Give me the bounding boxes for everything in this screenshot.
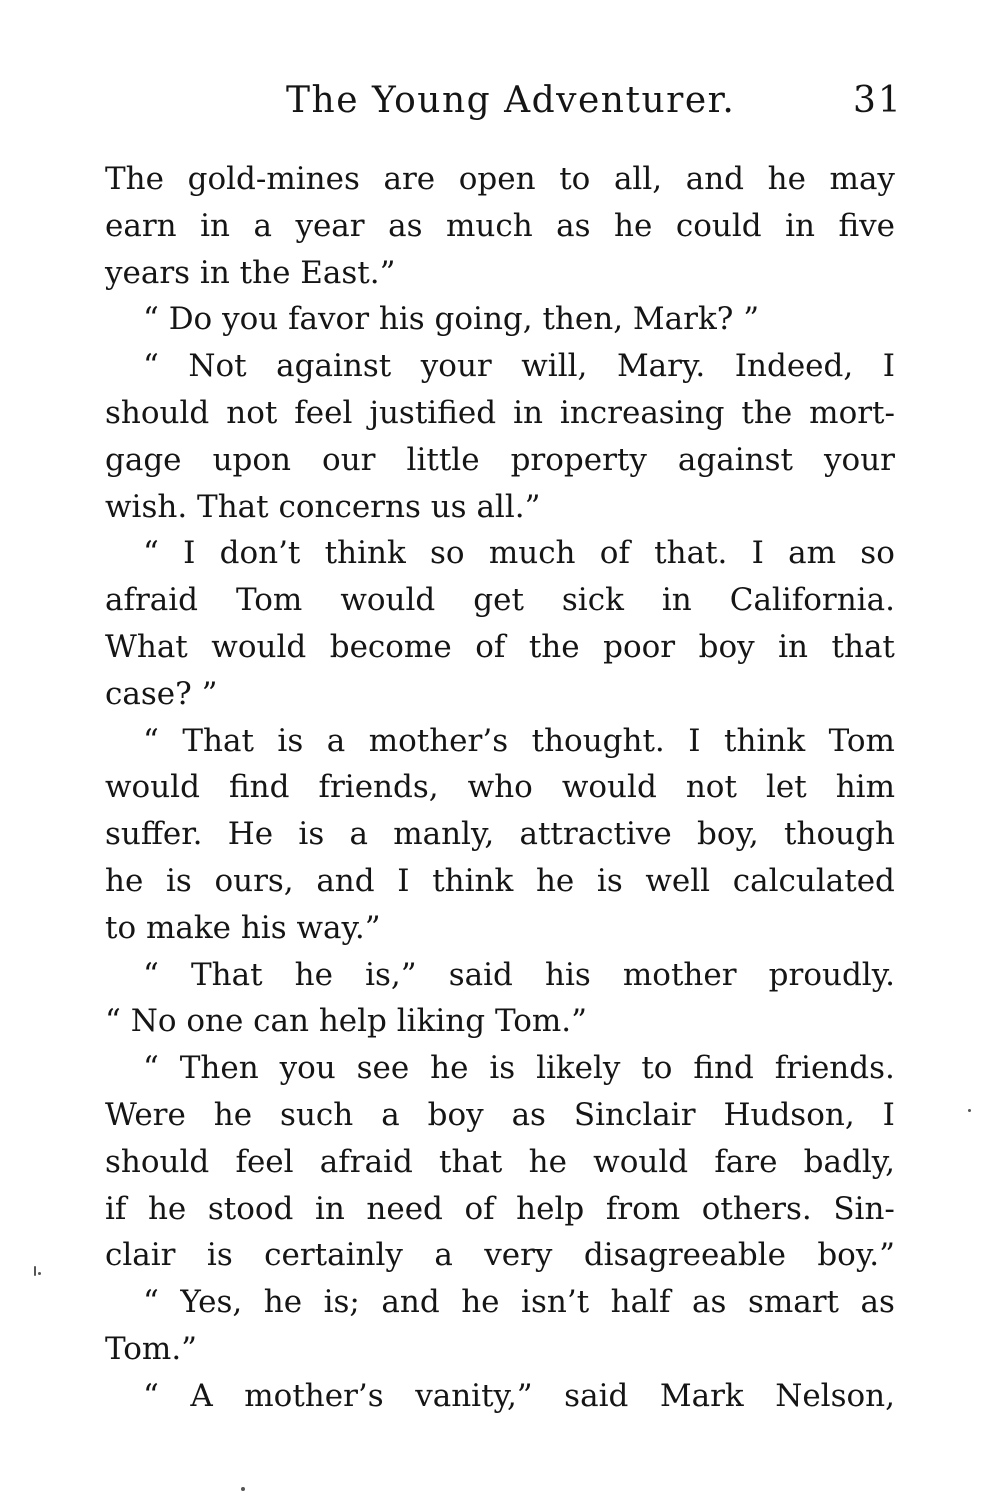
text-line: years in the East.”	[105, 254, 396, 291]
text-line: he is ours, and I think he is well calculated	[105, 862, 895, 899]
text-line: would find friends, who would not let him	[105, 769, 895, 806]
text-line: case? ”	[105, 675, 218, 712]
print-speck	[34, 1266, 36, 1276]
text-line: “ Do you favor his going, then, Mark? ”	[143, 301, 760, 338]
text-line: “ A mother’s vanity,” said Mark Nelson,	[143, 1377, 895, 1414]
running-title: The Young Adventurer.	[286, 80, 736, 121]
print-speck	[38, 1272, 41, 1275]
text-line: “ Yes, he is; and he isn’t half as smart as	[143, 1284, 895, 1321]
text-line: earn in a year as much as he could in five	[105, 207, 895, 244]
running-head	[0, 80, 1000, 130]
text-line: Were he such a boy as Sinclair Hudson, I	[105, 1096, 895, 1133]
text-line: gage upon our little property against your	[105, 441, 895, 478]
print-speck	[241, 1487, 245, 1491]
body-text	[105, 156, 895, 1420]
text-line: clair is certainly a very disagreeable boy.”	[105, 1237, 895, 1274]
text-line: “ That he is,” said his mother proudly.	[143, 956, 895, 993]
text-line: Tom.”	[105, 1330, 198, 1367]
text-line: suffer. He is a manly, attractive boy, though	[105, 816, 895, 853]
text-line: What would become of the poor boy in that	[105, 628, 895, 665]
text-line: “ That is a mother’s thought. I think Tom	[143, 722, 895, 759]
text-line: should feel afraid that he would fare badly,	[105, 1143, 895, 1180]
text-line: wish. That concerns us all.”	[105, 488, 541, 525]
text-line: should not feel justified in increasing the mort-	[105, 394, 895, 431]
text-line: to make his way.”	[105, 909, 381, 946]
text-line: “ No one can help liking Tom.”	[105, 1003, 587, 1040]
page-number: 31	[853, 80, 903, 121]
text-line: afraid Tom would get sick in California.	[105, 582, 895, 619]
print-speck	[968, 1109, 971, 1112]
text-line: if he stood in need of help from others. Sin-	[105, 1190, 895, 1227]
text-line: “ Not against your will, Mary. Indeed, I	[143, 348, 895, 385]
text-line: “ Then you see he is likely to find friends.	[143, 1050, 895, 1087]
text-line: The gold-mines are open to all, and he may	[105, 161, 895, 197]
text-line: “ I don’t think so much of that. I am so	[143, 535, 895, 572]
